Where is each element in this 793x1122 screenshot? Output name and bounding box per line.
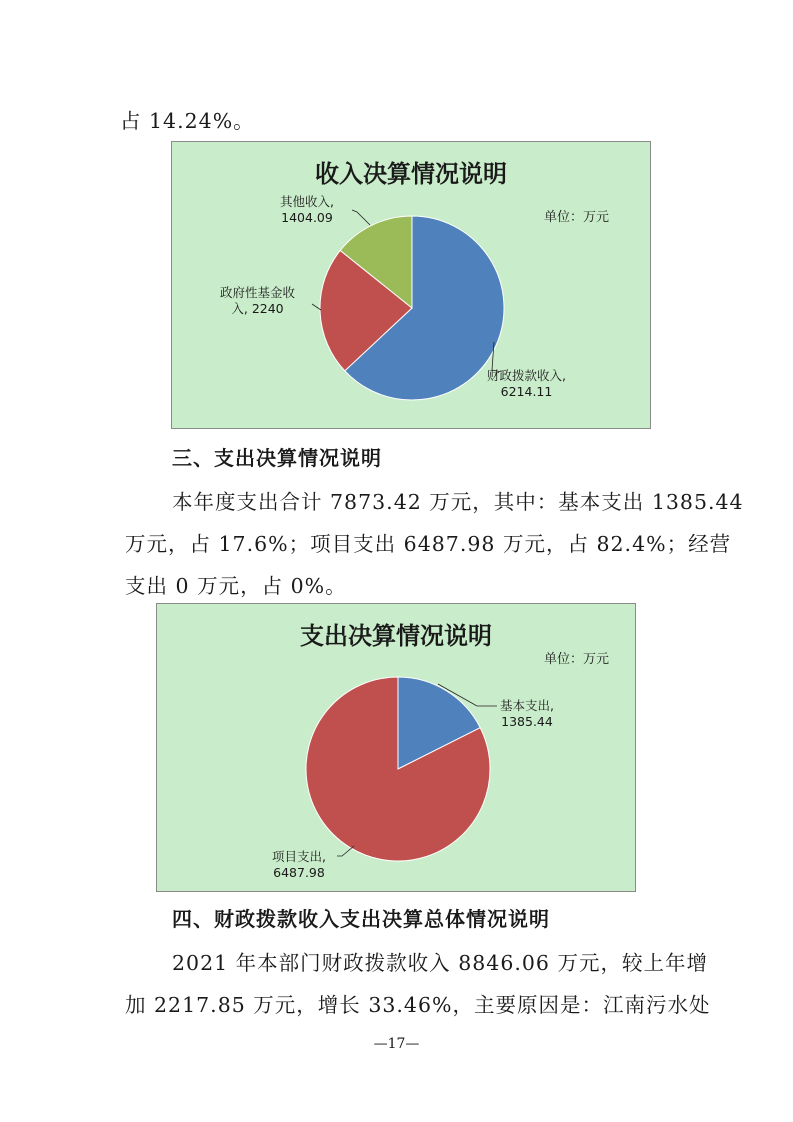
chart-unit: 单位：万元: [544, 652, 610, 667]
expenditure-pie: [157, 604, 635, 891]
expenditure-chart: [156, 603, 636, 892]
chart-title: 支出决算情况说明: [300, 622, 492, 650]
slice-label-fiscal: 财政拨款收入, 6214.11: [487, 368, 566, 399]
section-heading-fiscal: 四、财政拨款收入支出决算总体情况说明: [172, 907, 550, 931]
chart-title: 收入决算情况说明: [315, 160, 507, 188]
paragraph-line: 2021 年本部门财政拨款收入 8846.06 万元，较上年增: [172, 951, 708, 975]
paragraph-line: 万元，占 17.6%；项目支出 6487.98 万元，占 82.4%；经营: [125, 532, 732, 556]
slice-label-fund: 政府性基金收 入, 2240: [220, 285, 296, 316]
income-chart: [171, 141, 651, 429]
page-number: —17—: [373, 1036, 420, 1052]
slice-label-project: 项目支出, 6487.98: [272, 849, 326, 880]
chart-unit: 单位：万元: [544, 210, 610, 225]
paragraph-line: 加 2217.85 万元，增长 33.46%，主要原因是：江南污水处: [125, 993, 711, 1017]
slice-label-basic: 基本支出, 1385.44: [500, 698, 554, 729]
leader-line: [352, 210, 370, 225]
paragraph-line-top: 占 14.24%。: [120, 109, 255, 133]
paragraph-line: 本年度支出合计 7873.42 万元，其中：基本支出 1385.44: [172, 490, 744, 514]
paragraph-line: 支出 0 万元，占 0%。: [125, 574, 347, 598]
section-heading-expenditure: 三、支出决算情况说明: [172, 446, 382, 470]
slice-label-other: 其他收入, 1404.09: [280, 194, 334, 225]
